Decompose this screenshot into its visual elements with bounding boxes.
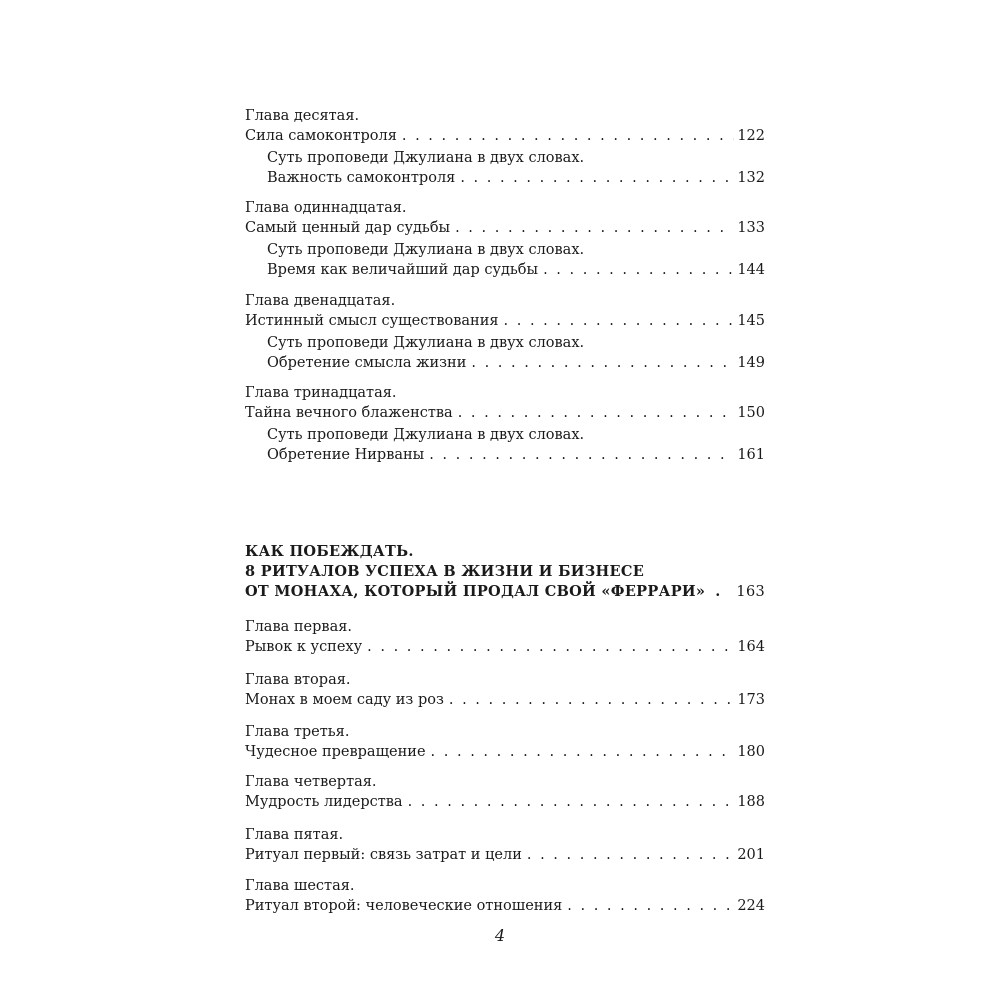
toc-entry[interactable] — [245, 403, 765, 423]
dot-leader — [715, 582, 722, 602]
chapter-title: Истинный смысл существования — [245, 313, 499, 329]
toc-chapter-13 — [245, 383, 765, 465]
page-ref: 163 — [736, 584, 765, 600]
page-ref: 201 — [737, 847, 765, 863]
chapter-title: Рывок к успеху — [245, 639, 363, 655]
page-ref: 149 — [737, 355, 765, 371]
chapter-title: Сила самоконтроля — [245, 128, 397, 144]
chapter-heading: Глава первая. — [245, 619, 352, 635]
toc-chapter-10 — [245, 106, 765, 188]
chapter-heading: Глава одиннадцатая. — [245, 200, 407, 216]
summary-title: Важность самоконтроля — [267, 170, 456, 186]
toc-chapter-11 — [245, 198, 765, 280]
summary-title: Обретение смысла жизни — [267, 355, 467, 371]
chapter-heading: Глава шестая. — [245, 878, 355, 894]
toc-entry[interactable] — [245, 845, 765, 865]
dot-leader — [471, 353, 734, 373]
page-ref: 150 — [737, 405, 765, 421]
chapter-heading: Глава десятая. — [245, 108, 360, 124]
dot-leader — [504, 311, 735, 331]
toc-section — [245, 542, 765, 602]
summary-heading: Суть проповеди Джулиана в двух словах. — [267, 335, 585, 351]
toc-chapter-4 — [245, 772, 765, 812]
section-title-line-1: КАК ПОБЕЖДАТЬ. — [245, 543, 414, 560]
toc-entry[interactable] — [245, 311, 765, 331]
toc-entry[interactable] — [245, 353, 765, 373]
dot-leader — [449, 690, 734, 710]
page-ref: 164 — [737, 639, 765, 655]
page-ref: 133 — [737, 220, 765, 236]
dot-leader — [408, 792, 735, 812]
toc-entry[interactable] — [245, 168, 765, 188]
summary-title: Время как величайший дар судьбы — [267, 262, 539, 278]
page-ref: 180 — [737, 744, 765, 760]
page-number: 4 — [494, 926, 506, 945]
dot-leader — [367, 637, 734, 657]
page-ref: 188 — [737, 794, 765, 810]
toc-entry[interactable] — [245, 126, 765, 146]
page-ref: 132 — [737, 170, 765, 186]
chapter-heading: Глава двенадцатая. — [245, 293, 396, 309]
toc-chapter-6 — [245, 876, 765, 916]
dot-leader — [567, 896, 734, 916]
chapter-heading: Глава четвертая. — [245, 774, 377, 790]
toc-chapter-3 — [245, 722, 765, 762]
dot-leader — [543, 260, 734, 280]
toc-entry[interactable] — [245, 896, 765, 916]
dot-leader — [527, 845, 734, 865]
toc-chapter-2 — [245, 670, 765, 710]
page-ref: 122 — [737, 128, 765, 144]
summary-title: Обретение Нирваны — [267, 447, 425, 463]
chapter-title: Ритуал второй: человеческие отношения — [245, 898, 563, 914]
toc-entry[interactable] — [245, 445, 765, 465]
toc-chapter-1 — [245, 617, 765, 657]
toc-entry[interactable] — [245, 218, 765, 238]
chapter-title: Мудрость лидерства — [245, 794, 403, 810]
toc-entry[interactable] — [245, 792, 765, 812]
chapter-heading: Глава тринадцатая. — [245, 385, 397, 401]
dot-leader — [429, 445, 734, 465]
toc-entry[interactable] — [245, 260, 765, 280]
toc-entry[interactable] — [245, 582, 765, 602]
toc-entry[interactable] — [245, 742, 765, 762]
page-ref: 145 — [737, 313, 765, 329]
chapter-heading: Глава третья. — [245, 724, 350, 740]
toc-entry[interactable] — [245, 690, 765, 710]
dot-leader — [458, 403, 735, 423]
dot-leader — [455, 218, 734, 238]
page-ref: 224 — [737, 898, 765, 914]
chapter-heading: Глава пятая. — [245, 827, 344, 843]
chapter-title: Ритуал первый: связь затрат и цели — [245, 847, 522, 863]
page-ref: 173 — [737, 692, 765, 708]
summary-heading: Суть проповеди Джулиана в двух словах. — [267, 427, 585, 443]
page-ref: 144 — [737, 262, 765, 278]
toc-chapter-5 — [245, 825, 765, 865]
chapter-title: Чудесное превращение — [245, 744, 426, 760]
dot-leader — [460, 168, 734, 188]
toc-entry[interactable] — [245, 637, 765, 657]
chapter-title: Тайна вечного блаженства — [245, 405, 453, 421]
section-title-line-3: ОТ МОНАХА, КОТОРЫЙ ПРОДАЛ СВОЙ «ФЕРРАРИ» — [245, 583, 706, 600]
toc-chapter-12 — [245, 291, 765, 373]
chapter-title: Самый ценный дар судьбы — [245, 220, 451, 236]
dot-leader — [402, 126, 734, 146]
summary-heading: Суть проповеди Джулиана в двух словах. — [267, 242, 585, 258]
chapter-heading: Глава вторая. — [245, 672, 351, 688]
summary-heading: Суть проповеди Джулиана в двух словах. — [267, 150, 585, 166]
page-ref: 161 — [737, 447, 765, 463]
section-title-line-2: 8 РИТУАЛОВ УСПЕХА В ЖИЗНИ И БИЗНЕСЕ — [245, 563, 645, 580]
dot-leader — [431, 742, 735, 762]
chapter-title: Монах в моем саду из роз — [245, 692, 444, 708]
